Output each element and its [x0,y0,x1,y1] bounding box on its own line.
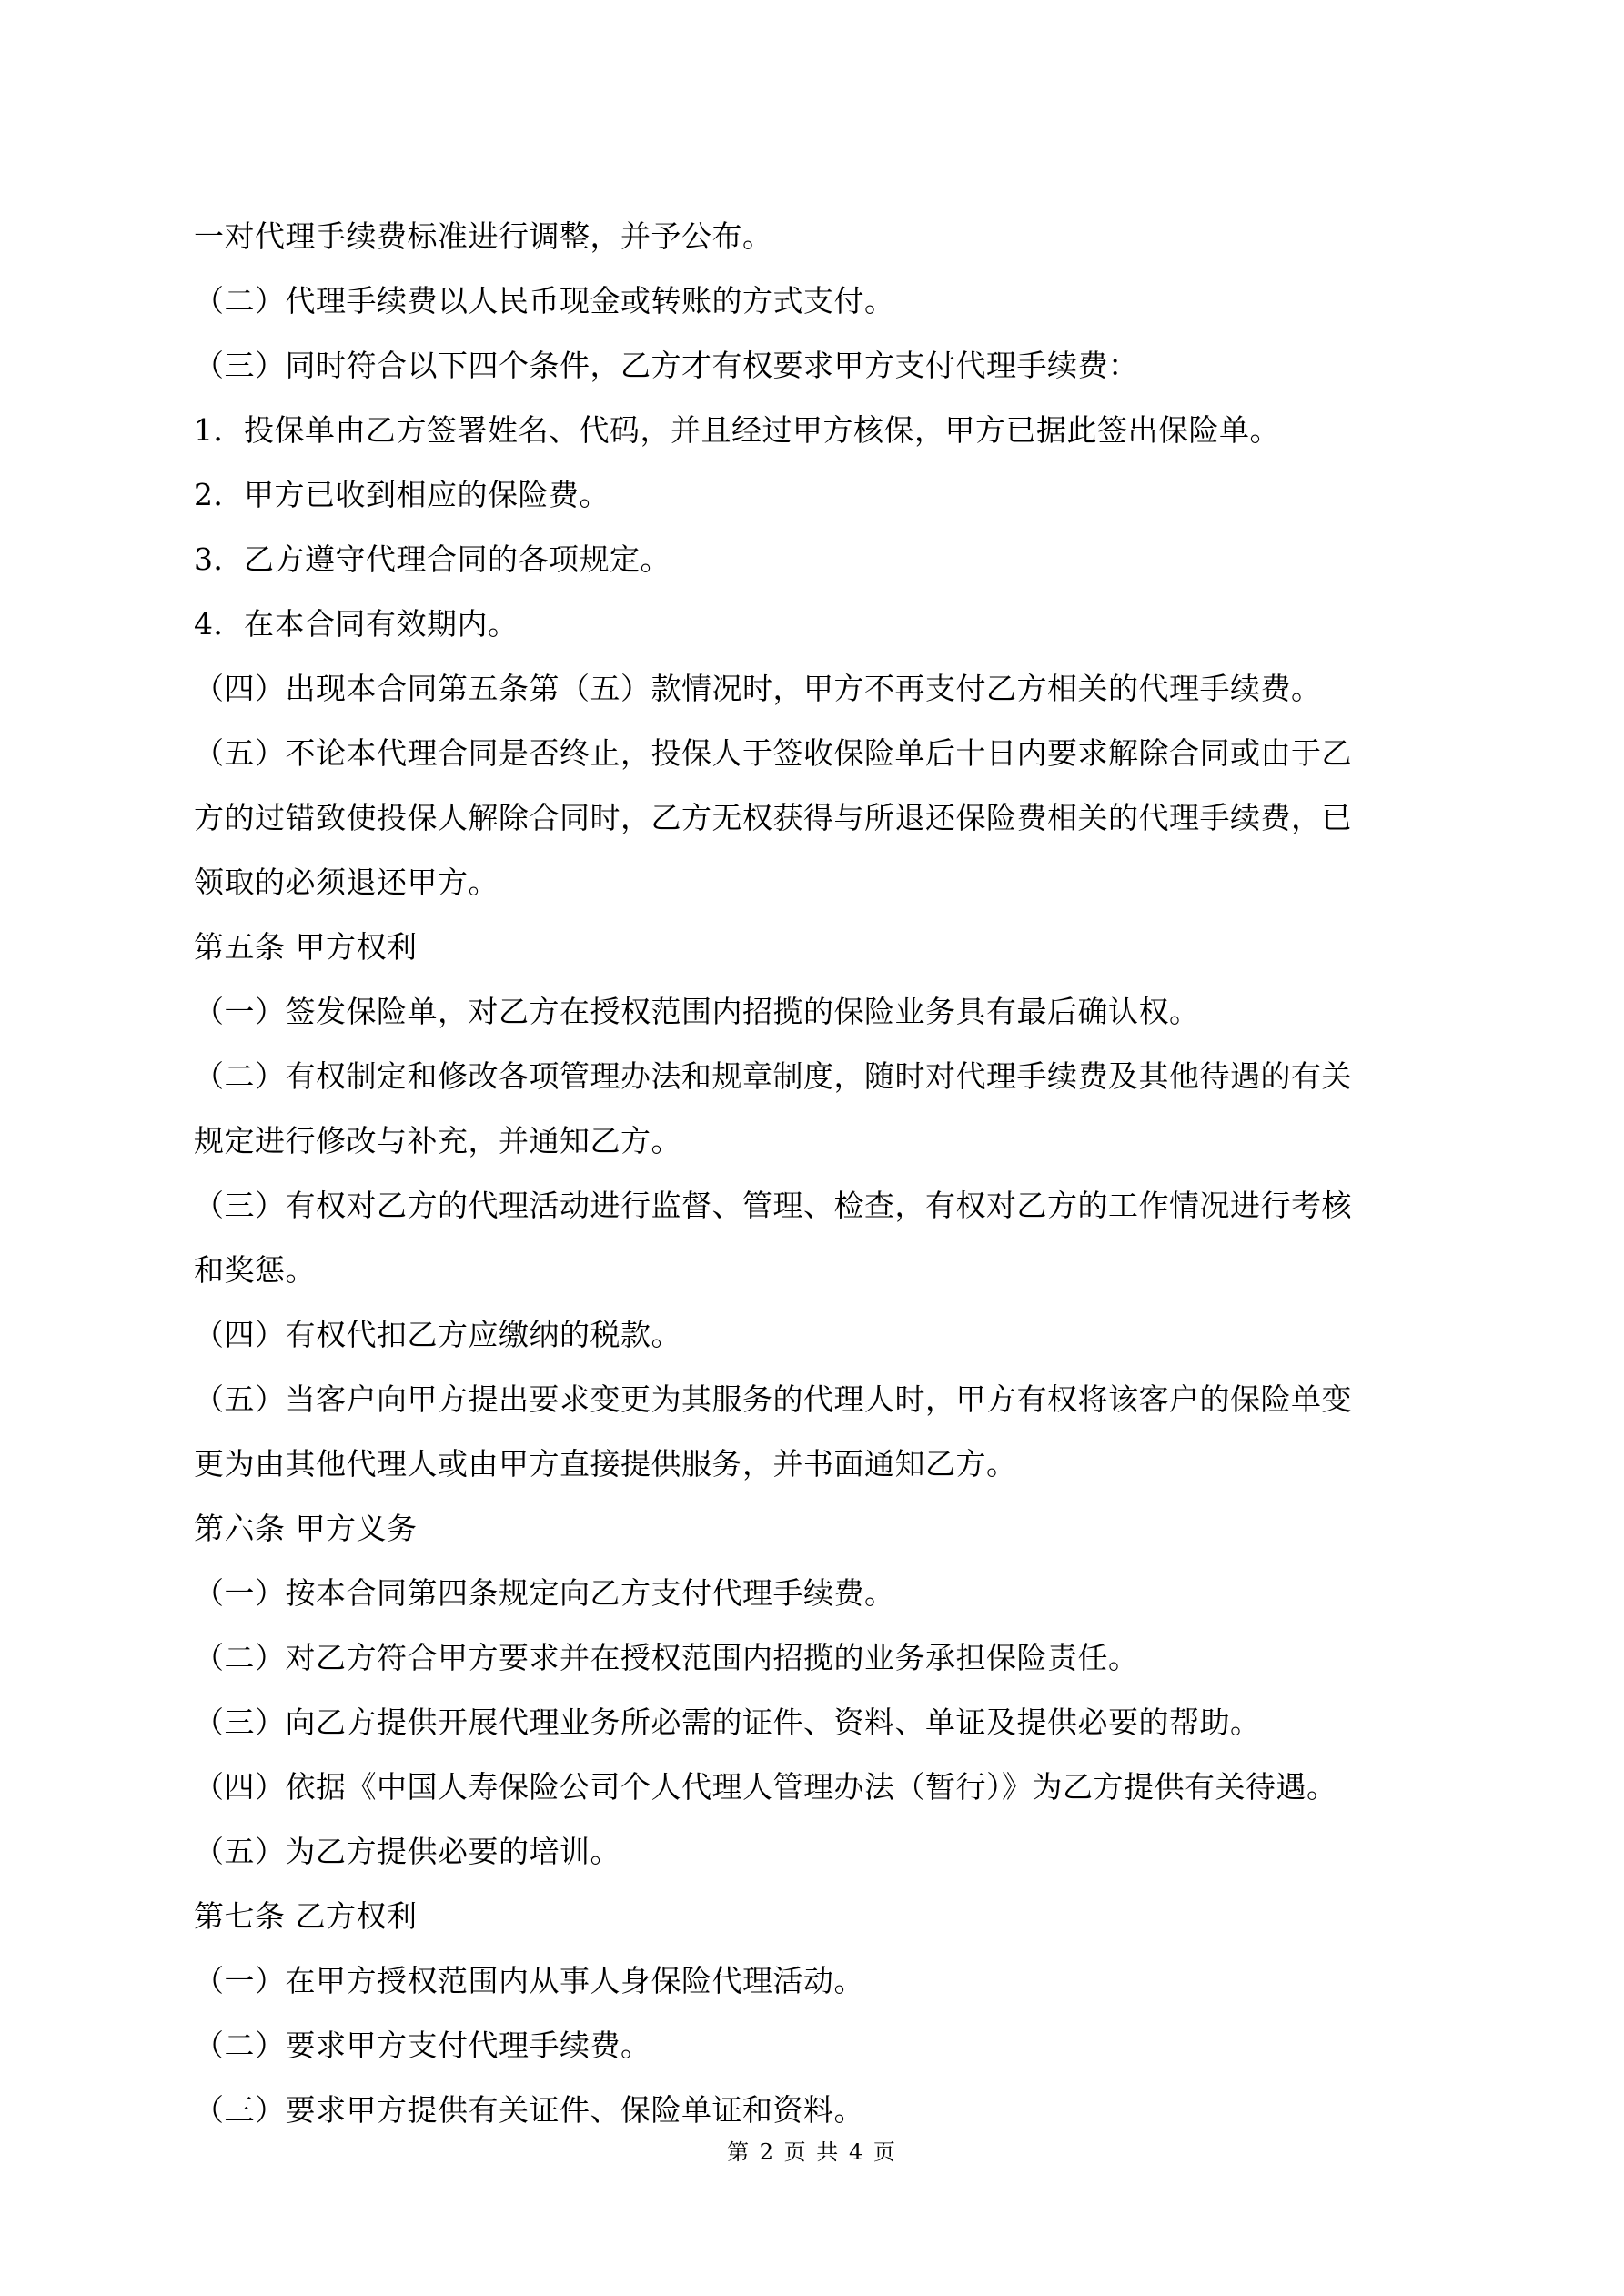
text-line: 3．乙方遵守代理合同的各项规定。 [194,541,671,577]
section-heading: 第五条 甲方权利 [194,929,418,965]
text-line: （三）有权对乙方的代理活动进行监督、管理、检查，有权对乙方的工作情况进行考核 [194,1188,1352,1223]
text-line: （四）出现本合同第五条第（五）款情况时，甲方不再支付乙方相关的代理手续费。 [194,671,1322,706]
text-line: 4．在本合同有效期内。 [194,606,519,642]
text-line: 一对代理手续费标准进行调整，并予公布。 [194,218,773,254]
page-number-footer: 第 2 页 共 4 页 [727,2139,897,2165]
text-line: 领取的必须退还甲方。 [194,865,499,900]
text-line: 规定进行修改与补充，并通知乙方。 [194,1123,681,1158]
text-line: 2．甲方已收到相应的保险费。 [194,477,610,512]
text-line: （三）向乙方提供开展代理业务所必需的证件、资料、单证及提供必要的帮助。 [194,1704,1261,1740]
text-line: （二）对乙方符合甲方要求并在授权范围内招揽的业务承担保险责任。 [194,1640,1139,1675]
text-line: 更为由其他代理人或由甲方直接提供服务，并书面通知乙方。 [194,1446,1017,1482]
text-line: （一）签发保险单，对乙方在授权范围内招揽的保险业务具有最后确认权。 [194,994,1200,1029]
text-line: （一）在甲方授权范围内从事人身保险代理活动。 [194,1963,864,1998]
text-line: （四）有权代扣乙方应缴纳的税款。 [194,1317,681,1352]
text-line: （二）有权制定和修改各项管理办法和规章制度，随时对代理手续费及其他待遇的有关 [194,1058,1352,1094]
text-line: （五）为乙方提供必要的培训。 [194,1834,620,1869]
document-body [194,204,1449,2142]
text-line: （一）按本合同第四条规定向乙方支付代理手续费。 [194,1575,895,1611]
text-line: 方的过错致使投保人解除合同时，乙方无权获得与所退还保险费相关的代理手续费，已 [194,800,1352,835]
text-line: 和奖惩。 [194,1252,316,1288]
text-line: （二）代理手续费以人民币现金或转账的方式支付。 [194,283,895,319]
text-line: 1．投保单由乙方签署姓名、代码，并且经过甲方核保，甲方已据此签出保险单。 [194,412,1280,448]
text-line: （二）要求甲方支付代理手续费。 [194,2028,651,2063]
text-line: （五）不论本代理合同是否终止，投保人于签收保险单后十日内要求解除合同或由于乙 [194,735,1352,771]
text-line: （五）当客户向甲方提出要求变更为其服务的代理人时，甲方有权将该客户的保险单变 [194,1381,1352,1417]
text-line: （三）要求甲方提供有关证件、保险单证和资料。 [194,2092,864,2128]
text-line: （三）同时符合以下四个条件，乙方才有权要求甲方支付代理手续费： [194,348,1139,383]
text-line: （四）依据《中国人寿保险公司个人代理人管理办法（暂行）》为乙方提供有关待遇。 [194,1769,1337,1805]
section-heading: 第六条 甲方义务 [194,1511,418,1546]
section-heading: 第七条 乙方权利 [194,1898,418,1934]
